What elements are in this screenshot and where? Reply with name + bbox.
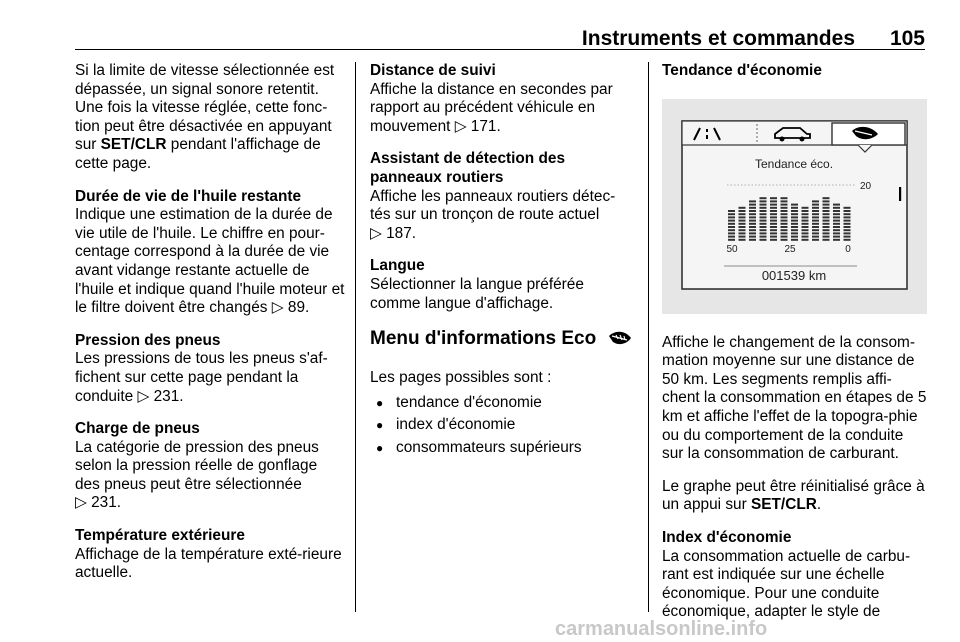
eco-bar-segment	[833, 206, 840, 208]
eco-bar-segment	[770, 232, 777, 234]
eco-bar-segment	[802, 235, 809, 237]
eco-index-section: Index d'économie La consommation actuelle de carbu-rant est indiquée sur une échelle économique. Pour une conduite économique, adapter le style de	[662, 529, 927, 622]
eco-bar-segment	[823, 219, 830, 221]
list-item: ● index d'économie	[370, 416, 635, 435]
eco-bar-segment	[770, 229, 777, 231]
eco-bar-segment	[812, 229, 819, 231]
eco-bar-segment	[781, 216, 788, 218]
eco-pages-list	[370, 394, 635, 458]
eco-bar-segment	[781, 197, 788, 199]
eco-bar-segment	[760, 219, 767, 221]
eco-bar-segment	[791, 222, 798, 224]
eco-bar-segment	[781, 238, 788, 240]
eco-bar-segment	[760, 206, 767, 208]
eco-bar-segment	[728, 219, 735, 221]
eco-bar-segment	[812, 200, 819, 202]
eco-bar-segment	[812, 235, 819, 237]
eco-bar-segment	[760, 222, 767, 224]
eco-bar-segment	[823, 226, 830, 228]
eco-bar-segment	[749, 232, 756, 234]
eco-bar-segment	[739, 219, 746, 221]
eco-bar-segment	[791, 210, 798, 212]
eco-bar-segment	[770, 222, 777, 224]
eco-bar-segment	[749, 216, 756, 218]
list-item: ● consommateurs supérieurs	[370, 439, 635, 458]
page-title: Instruments et commandes	[581, 27, 855, 50]
eco-bar-segment	[833, 232, 840, 234]
eco-bar-segment	[812, 219, 819, 221]
eco-bar-segment	[791, 235, 798, 237]
scroll-indicator	[899, 187, 901, 201]
eco-bar-segment	[823, 232, 830, 234]
eco-bar-segment	[749, 229, 756, 231]
eco-bar-segment	[749, 222, 756, 224]
eco-bar-segment	[781, 200, 788, 202]
eco-bar-segment	[833, 226, 840, 228]
eco-bar-segment	[739, 235, 746, 237]
eco-bar-segment	[749, 235, 756, 237]
eco-bar-segment	[802, 238, 809, 240]
language-section: Langue Sélectionner la langue préférée comme langue d'affichage.	[370, 257, 635, 313]
column-divider-2	[648, 62, 649, 612]
eco-bar-segment	[781, 226, 788, 228]
eco-bar-segment	[760, 226, 767, 228]
speed-limit-paragraph: Si la limite de vitesse sélectionnée est dépassée, un signal sonore retentit. Une fois la vitesse réglée, cette fonc-tion peut être désactivée en appuyant sur SET/CLR pendant l'affichage de cette page.	[75, 62, 335, 172]
eco-bar-segment	[749, 219, 756, 221]
eco-bar-segment	[802, 213, 809, 215]
eco-bar-segment	[802, 206, 809, 208]
eco-bar-segment	[728, 213, 735, 215]
eco-bar-segment	[812, 203, 819, 205]
eco-bar-segment	[791, 219, 798, 221]
eco-bar-segment	[791, 213, 798, 215]
eco-bar-segment	[802, 216, 809, 218]
eco-bar-segment	[791, 232, 798, 234]
eco-bar	[802, 206, 809, 240]
eco-bar-segment	[760, 210, 767, 212]
eco-bar-segment	[823, 238, 830, 240]
reset-paragraph: Le graphe peut être réinitialisé grâce à un appui sur SET/CLR.	[662, 477, 925, 514]
eco-bar-segment	[844, 238, 851, 240]
eco-bar-segment	[791, 238, 798, 240]
eco-bar-segment	[770, 197, 777, 199]
eco-bar-segment	[802, 232, 809, 234]
eco-bar-segment	[770, 203, 777, 205]
list-item: ● tendance d'économie	[370, 394, 635, 413]
eco-bar-segment	[749, 203, 756, 205]
eco-bar-segment	[770, 235, 777, 237]
eco-bar-segment	[823, 200, 830, 202]
eco-bar-segment	[749, 200, 756, 202]
eco-bar-segment	[728, 216, 735, 218]
eco-bar-segment	[812, 222, 819, 224]
eco-bar-segment	[823, 203, 830, 205]
eco-trend-label: Tendance éco.	[754, 156, 834, 171]
eco-bar-segment	[812, 216, 819, 218]
eco-bar-segment	[739, 226, 746, 228]
eco-bar-segment	[833, 210, 840, 212]
eco-bar-segment	[844, 206, 851, 208]
header-rule	[75, 49, 925, 50]
eco-bar-segment	[823, 213, 830, 215]
eco-bar-segment	[791, 206, 798, 208]
eco-bar-segment	[728, 235, 735, 237]
eco-bar-segment	[781, 232, 788, 234]
eco-bar-segment	[823, 197, 830, 199]
eco-bar-segment	[781, 206, 788, 208]
column-divider-1	[355, 62, 356, 612]
x-label-25: 25	[784, 243, 796, 255]
eco-bar-segment	[844, 219, 851, 221]
follow-distance-section: Distance de suivi Affiche la distance en secondes par rapport au précédent véhicule en mouvement ▷ 171.	[370, 62, 635, 136]
x-label-50: 50	[726, 243, 738, 255]
language-heading: Langue	[370, 257, 425, 275]
eco-bar-segment	[770, 213, 777, 215]
eco-bar-segment	[760, 238, 767, 240]
eco-bar-segment	[760, 235, 767, 237]
eco-bar-segment	[760, 232, 767, 234]
outside-temp-section: Température extérieure Affichage de la température exté-rieure actuelle.	[75, 527, 345, 583]
eco-bar-segment	[760, 203, 767, 205]
eco-bar-segment	[844, 235, 851, 237]
eco-bar-segment	[728, 229, 735, 231]
eco-bar-segment	[833, 219, 840, 221]
eco-trend-description: Affiche le changement de la consom-mation moyenne sur une distance de 50 km. Les segments remplis affi-chent la consommation en étapes de 5 km et affiche l'effet de la topogra-phie ou du comportement de la conduite sur la consommation de carburant.	[662, 333, 927, 463]
eco-bar-segment	[749, 213, 756, 215]
eco-bar	[844, 206, 851, 240]
eco-bar-segment	[833, 213, 840, 215]
eco-bar-segment	[770, 226, 777, 228]
set-clr-label: SET/CLR	[100, 136, 167, 154]
eco-bar-segment	[770, 238, 777, 240]
eco-bar-segment	[833, 216, 840, 218]
outside-temp-heading: Température extérieure	[75, 527, 245, 545]
oil-page-ref[interactable]: ▷ 89.	[271, 299, 310, 317]
eco-bar-segment	[802, 222, 809, 224]
eco-bar-segment	[791, 203, 798, 205]
eco-bar-segment	[760, 229, 767, 231]
eco-bar-segment	[739, 206, 746, 208]
oil-life-heading: Durée de vie de l'huile restante	[75, 187, 302, 205]
eco-bar-segment	[833, 222, 840, 224]
eco-bar-segment	[844, 229, 851, 231]
eco-trend-display	[662, 99, 927, 314]
tyre-page-ref[interactable]: ▷ 231.	[137, 387, 184, 405]
eco-bar-segment	[749, 206, 756, 208]
eco-bar-segment	[812, 210, 819, 212]
eco-bar-segment	[728, 238, 735, 240]
follow-page-ref[interactable]: ▷ 171.	[454, 117, 501, 135]
eco-bar-segment	[844, 210, 851, 212]
column-1	[75, 62, 345, 597]
eco-bar	[739, 206, 746, 240]
eco-bar-segment	[728, 232, 735, 234]
eco-bar-segment	[823, 206, 830, 208]
eco-bar-segment	[844, 216, 851, 218]
eco-bar-segment	[833, 238, 840, 240]
pages-intro: Les pages possibles sont :	[370, 369, 552, 387]
eco-bar-segment	[812, 226, 819, 228]
tyre-pressure-section: Pression des pneus Les pressions de tous les pneus s'af-fichent sur cette page pendant la conduite ▷ 231.	[75, 332, 345, 406]
eco-bar-segment	[760, 216, 767, 218]
eco-bar-segment	[770, 210, 777, 212]
eco-bar-segment	[728, 210, 735, 212]
sign-assist-section: Assistant de détection des panneaux routiers Affiche les panneaux routiers détec-tés sur un tronçon de route actuel ▷ 187.	[370, 150, 635, 243]
eco-bar-segment	[749, 210, 756, 212]
eco-bar-segment	[812, 232, 819, 234]
eco-bar-segment	[823, 235, 830, 237]
eco-bar-segment	[844, 226, 851, 228]
eco-bar-segment	[781, 203, 788, 205]
eco-bar-segment	[833, 203, 840, 205]
eco-bar-segment	[770, 216, 777, 218]
eco-bar-segment	[833, 229, 840, 231]
eco-bar-segment	[812, 206, 819, 208]
eco-bar-segment	[844, 213, 851, 215]
page-number: 105	[889, 27, 925, 50]
eco-bar-segment	[739, 216, 746, 218]
eco-bar-segment	[739, 222, 746, 224]
eco-bar-segment	[802, 210, 809, 212]
eco-bar-segment	[770, 219, 777, 221]
eco-bar-segment	[781, 222, 788, 224]
eco-bar-segment	[802, 219, 809, 221]
eco-trend-heading: Tendance d'économie	[662, 62, 822, 79]
eco-bar-segment	[760, 213, 767, 215]
sign-assist-heading: Assistant de détection des panneaux routiers	[370, 150, 565, 186]
tyre-load-section: Charge de pneus La catégorie de pression des pneus selon la pression réelle de gonflage des pneus peut être sélectionnée ▷ 231.	[75, 420, 345, 513]
eco-bar-segment	[844, 232, 851, 234]
eco-bar-segment	[739, 229, 746, 231]
x-label-0: 0	[845, 243, 851, 255]
eco-bar-segment	[728, 222, 735, 224]
column-3	[662, 62, 927, 636]
eco-bar-segment	[781, 210, 788, 212]
eco-bar-segment	[791, 226, 798, 228]
column-2	[370, 62, 635, 462]
follow-distance-heading: Distance de suivi	[370, 62, 496, 79]
sign-page-ref[interactable]: ▷ 187.	[370, 224, 417, 242]
eco-bar-segment	[802, 226, 809, 228]
eco-bar-segment	[812, 238, 819, 240]
eco-bar-segment	[823, 210, 830, 212]
eco-bar-segment	[749, 238, 756, 240]
eco-bar-segment	[781, 219, 788, 221]
eco-menu-title: Menu d'informations Eco	[370, 327, 635, 355]
eco-bar-segment	[844, 222, 851, 224]
tyre-pressure-heading: Pression des pneus	[75, 331, 221, 349]
eco-bar-segment	[781, 213, 788, 215]
eco-bar-segment	[739, 232, 746, 234]
set-clr-label: SET/CLR	[751, 496, 817, 514]
eco-bar-segment	[823, 222, 830, 224]
eco-trend-figure	[662, 99, 927, 314]
eco-bar-segment	[749, 226, 756, 228]
eco-bar-segment	[823, 229, 830, 231]
eco-bar-segment	[791, 229, 798, 231]
eco-bar-segment	[728, 226, 735, 228]
eco-bar-segment	[812, 213, 819, 215]
eco-bar-segment	[760, 200, 767, 202]
eco-bar-segment	[739, 210, 746, 212]
scale-top-label: 20	[860, 180, 872, 192]
eco-bar-segment	[760, 197, 767, 199]
odometer-readout: 001539 km	[761, 267, 827, 283]
watermark: carmanualsonline.info	[555, 618, 768, 640]
eco-bar-segment	[770, 200, 777, 202]
eco-bar-segment	[802, 229, 809, 231]
eco-bar-segment	[791, 216, 798, 218]
page-header	[75, 0, 925, 50]
eco-bar-segment	[823, 216, 830, 218]
eco-bar-segment	[739, 238, 746, 240]
oil-life-section: Durée de vie de l'huile restante Indique une estimation de la durée de vie utile de l'huile. Le chiffre en pour-centage correspond à la durée de vie avant vidange restante actuelle de l'huile et indique quand l'huile moteur et le filtre doivent être changés ▷ 89.	[75, 187, 345, 317]
tyre-load-heading: Charge de pneus	[75, 420, 200, 438]
eco-bar-segment	[781, 235, 788, 237]
eco-leaf-icon	[607, 330, 633, 355]
load-page-ref[interactable]: ▷ 231.	[75, 494, 122, 512]
eco-bar-segment	[833, 235, 840, 237]
eco-bar-segment	[781, 229, 788, 231]
eco-bar-segment	[770, 206, 777, 208]
eco-bar-segment	[739, 213, 746, 215]
eco-index-heading: Index d'économie	[662, 528, 792, 546]
